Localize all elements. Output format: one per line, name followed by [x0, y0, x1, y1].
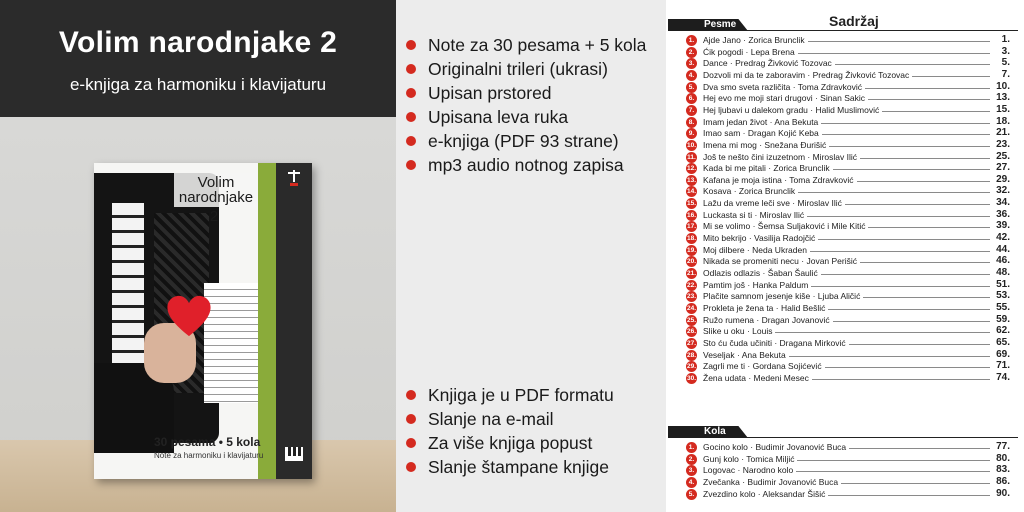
features-list-bottom	[406, 383, 614, 479]
toc-row	[686, 442, 1010, 454]
row-number-badge: 2.	[686, 47, 697, 58]
row-number-badge: 10.	[686, 141, 697, 149]
row-number-badge: 8.	[686, 117, 697, 128]
row-title: Gunj kolo · Tomica Miljić	[703, 454, 797, 465]
row-title: Kosava · Zorica Brunclik	[703, 186, 798, 197]
feature-item	[406, 57, 646, 81]
feature-text: Slanje na e-mail	[428, 409, 554, 429]
toc-row	[686, 256, 1010, 268]
feature-item	[406, 407, 614, 431]
row-page-number: 27.	[996, 162, 1010, 174]
product-photo	[0, 117, 396, 512]
book-count: 30 pesama • 5 kola	[154, 435, 261, 449]
row-page-number: 39.	[996, 220, 1010, 232]
row-title: Žena udata · Medeni Mesec	[703, 373, 812, 384]
feature-text: Note za 30 pesama + 5 kola	[428, 35, 647, 55]
toc-row	[686, 454, 1010, 466]
row-number-badge: 25.	[686, 316, 697, 324]
row-number-badge: 19.	[686, 246, 697, 254]
feature-item	[406, 455, 614, 479]
book-dark-stripe	[276, 163, 312, 479]
row-number-badge: 12.	[686, 165, 697, 173]
toc-row	[686, 186, 1010, 198]
row-title: Zvečanka · Budimir Jovanović Buca	[703, 477, 841, 488]
row-page-number: 13.	[996, 92, 1010, 104]
toc-row	[686, 361, 1010, 373]
piano-keys-icon	[285, 447, 303, 461]
toc-row	[686, 315, 1010, 327]
row-title: Veseljak · Ana Bekuta	[703, 350, 789, 361]
row-number-badge: 7.	[686, 105, 697, 116]
row-number-badge: 27.	[686, 339, 697, 347]
row-page-number: 7.	[1001, 68, 1010, 80]
toc-row	[686, 233, 1010, 245]
toc-row	[686, 58, 1010, 70]
row-page-number: 59.	[996, 313, 1010, 325]
row-page-number: 74.	[996, 371, 1010, 383]
feature-item	[406, 129, 646, 153]
row-page-number: 34.	[996, 197, 1010, 209]
feature-item	[406, 431, 614, 455]
features-list-top	[406, 33, 646, 177]
row-page-number: 36.	[996, 208, 1010, 220]
feature-text: Upisan prstored	[428, 83, 552, 103]
row-number-badge: 24.	[686, 304, 697, 312]
row-page-number: 65.	[996, 336, 1010, 348]
row-number-badge: 14.	[686, 188, 697, 196]
row-number-badge: 5.	[686, 489, 697, 500]
row-number-badge: 2.	[686, 454, 697, 465]
row-title: Dva smo sveta različita · Toma Zdravković	[703, 82, 865, 93]
toc-row	[686, 117, 1010, 129]
toc-row	[686, 373, 1010, 385]
toc-title: Sadržaj	[829, 13, 879, 29]
toc-row	[686, 93, 1010, 105]
row-number-badge: 20.	[686, 258, 697, 266]
row-page-number: 29.	[996, 173, 1010, 185]
row-page-number: 51.	[996, 278, 1010, 290]
row-title: Dance · Predrag Živković Tozovac	[703, 58, 835, 69]
feature-text: Knjiga je u PDF formatu	[428, 385, 614, 405]
row-number-badge: 17.	[686, 223, 697, 231]
bullet-icon	[406, 64, 416, 74]
row-page-number: 25.	[996, 150, 1010, 162]
row-page-number: 32.	[996, 185, 1010, 197]
feature-text: Za više knjiga popust	[428, 433, 593, 453]
row-number-badge: 6.	[686, 93, 697, 104]
bullet-icon	[406, 462, 416, 472]
feature-item	[406, 81, 646, 105]
row-page-number: 71.	[996, 360, 1010, 372]
row-page-number: 77.	[996, 441, 1010, 452]
row-page-number: 44.	[996, 243, 1010, 255]
toc-row	[686, 465, 1010, 477]
book-cover	[94, 163, 312, 479]
bullet-icon	[406, 136, 416, 146]
row-page-number: 86.	[996, 475, 1010, 487]
row-page-number: 80.	[996, 452, 1010, 464]
toc-row	[686, 268, 1010, 280]
toc-row	[686, 350, 1010, 362]
row-title: Mi se volimo · Šemsa Suljaković i Mile Kitić	[703, 221, 868, 232]
feature-text: e-knjiga (PDF 93 strane)	[428, 131, 619, 151]
row-title: Još te nešto čini izuzetnom · Miroslav Ilić	[703, 152, 860, 163]
row-number-badge: 15.	[686, 200, 697, 208]
row-title: Lažu da vreme leči sve · Miroslav Ilić	[703, 198, 845, 209]
row-number-badge: 18.	[686, 235, 697, 243]
toc-row	[686, 477, 1010, 489]
bullet-icon	[406, 160, 416, 170]
row-title: Imao sam · Dragan Kojić Keba	[703, 128, 822, 139]
row-page-number: 46.	[996, 255, 1010, 267]
row-page-number: 62.	[996, 325, 1010, 337]
bullet-icon	[406, 40, 416, 50]
toc-row	[686, 128, 1010, 140]
row-title: Ćik pogodi · Lepa Brena	[703, 47, 798, 58]
row-title: Sto ću čuda učiniti · Dragana Mirković	[703, 338, 849, 349]
toc-row	[686, 105, 1010, 117]
row-title: Zagrli me ti · Gordana Sojićević	[703, 361, 825, 372]
row-number-badge: 16.	[686, 211, 697, 219]
row-number-badge: 9.	[686, 128, 697, 139]
row-page-number: 48.	[996, 267, 1010, 278]
row-page-number: 3.	[1001, 45, 1010, 57]
row-title: Moj dilbere · Neda Ukraden	[703, 245, 810, 256]
row-number-badge: 23.	[686, 293, 697, 301]
feature-item	[406, 153, 646, 177]
row-number-badge: 21.	[686, 270, 697, 277]
row-number-badge: 1.	[686, 442, 697, 453]
row-title: Imam jedan život · Ana Bekuta	[703, 117, 821, 128]
heart-icon	[166, 293, 212, 339]
toc-row	[686, 35, 1010, 47]
row-page-number: 69.	[996, 348, 1010, 360]
feature-text: Upisana leva ruka	[428, 107, 569, 127]
row-title: Kafana je moja istina · Toma Zdravković	[703, 175, 857, 186]
sheet-music-image	[204, 283, 258, 403]
row-title: Hej ljubavi u dalekom gradu · Halid Muslimović	[703, 105, 882, 116]
row-number-badge: 28.	[686, 351, 697, 359]
table-of-contents	[666, 0, 1024, 512]
row-number-badge: 13.	[686, 176, 697, 184]
row-title: Nikada se promeniti necu · Jovan Perišić	[703, 256, 860, 267]
row-title: Ružo rumena · Dragan Jovanović	[703, 315, 833, 326]
bullet-icon	[406, 390, 416, 400]
feature-text: Slanje štampane knjige	[428, 457, 609, 477]
section-label: Kola	[704, 426, 726, 437]
toc-row	[686, 221, 1010, 233]
toc-row	[686, 338, 1010, 350]
row-page-number: 15.	[996, 103, 1010, 115]
row-page-number: 83.	[996, 464, 1010, 476]
row-title: Imena mi mog · Snežana Đurišić	[703, 140, 829, 151]
row-page-number: 55.	[996, 301, 1010, 313]
row-title: Plačite samnom jesenje kiše · Ljuba Aličić	[703, 291, 863, 302]
row-number-badge: 26.	[686, 328, 697, 336]
toc-row	[686, 291, 1010, 303]
bullet-icon	[406, 88, 416, 98]
row-page-number: 53.	[996, 290, 1010, 302]
banner	[0, 0, 396, 117]
bullet-icon	[406, 414, 416, 424]
bullet-icon	[406, 438, 416, 448]
row-number-badge: 30.	[686, 374, 697, 382]
row-title: Pamtim još · Hanka Paldum	[703, 280, 811, 291]
toc-row	[686, 70, 1010, 82]
row-number-badge: 22.	[686, 281, 697, 289]
row-title: Odlazis odlazis · Šaban Šaulić	[703, 268, 821, 279]
row-page-number: 21.	[996, 127, 1010, 139]
row-title: Hej evo me moji stari drugovi · Sinan Sakic	[703, 93, 868, 104]
bullet-icon	[406, 112, 416, 122]
feature-item	[406, 383, 614, 407]
row-number-badge: 3.	[686, 58, 697, 69]
row-page-number: 1.	[1001, 34, 1010, 45]
feature-item	[406, 105, 646, 129]
row-title: Dozvoli mi da te zaboravim · Predrag Živković Tozovac	[703, 70, 912, 81]
book-title: Volim narodnjake	[174, 173, 258, 207]
toc-row	[686, 163, 1010, 175]
features-panel	[396, 0, 666, 512]
row-page-number: 18.	[996, 115, 1010, 127]
row-title: Logovac · Narodno kolo	[703, 465, 796, 476]
book-green-stripe	[258, 163, 276, 479]
row-number-badge: 3.	[686, 465, 697, 476]
row-title: Kada bi me pitali · Zorica Brunclik	[703, 163, 833, 174]
row-page-number: 23.	[996, 138, 1010, 150]
row-number-badge: 1.	[686, 35, 697, 46]
toc-row	[686, 152, 1010, 164]
toc-row	[686, 326, 1010, 338]
book-subtitle: Note za harmoniku i klavijaturu	[154, 451, 264, 460]
row-page-number: 90.	[996, 487, 1010, 499]
toc-row	[686, 140, 1010, 152]
toc-row	[686, 82, 1010, 94]
logo-icon	[285, 169, 303, 187]
row-page-number: 42.	[996, 232, 1010, 244]
row-number-badge: 29.	[686, 363, 697, 371]
section-label: Pesme	[704, 19, 737, 30]
toc-row	[686, 210, 1010, 222]
row-title: Prokleta je žena ta · Halid Bešlić	[703, 303, 828, 314]
feature-text: mp3 audio notnog zapisa	[428, 155, 624, 175]
row-title: Mito bekrijo · Vasilija Radojčić	[703, 233, 818, 244]
row-title: Slike u oku · Louis	[703, 326, 775, 337]
toc-row	[686, 489, 1010, 501]
row-page-number: 5.	[1001, 57, 1010, 69]
toc-row	[686, 47, 1010, 59]
feature-text: Originalni trileri (ukrasi)	[428, 59, 608, 79]
row-title: Zvezdino kolo · Aleksandar Šišić	[703, 489, 828, 500]
row-page-number: 10.	[996, 80, 1010, 92]
row-number-badge: 11.	[687, 153, 696, 161]
banner-title: Volim narodnjake 2	[58, 26, 338, 59]
row-number-badge: 5.	[686, 82, 697, 93]
toc-row	[686, 280, 1010, 292]
banner-subtitle: e-knjiga za harmoniku i klavijaturu	[69, 75, 327, 94]
book-title-number: 2	[209, 208, 219, 225]
toc-row	[686, 198, 1010, 210]
row-title: Ajde Jano · Zorica Brunclik	[703, 35, 808, 46]
row-title: Luckasta si ti · Miroslav Ilić	[703, 210, 807, 221]
row-title: Gocino kolo · Budimir Jovanović Buca	[703, 442, 849, 453]
row-number-badge: 4.	[686, 477, 697, 488]
feature-item	[406, 33, 646, 57]
toc-row	[686, 245, 1010, 257]
toc-row	[686, 175, 1010, 187]
row-number-badge: 4.	[686, 70, 697, 81]
toc-row	[686, 303, 1010, 315]
